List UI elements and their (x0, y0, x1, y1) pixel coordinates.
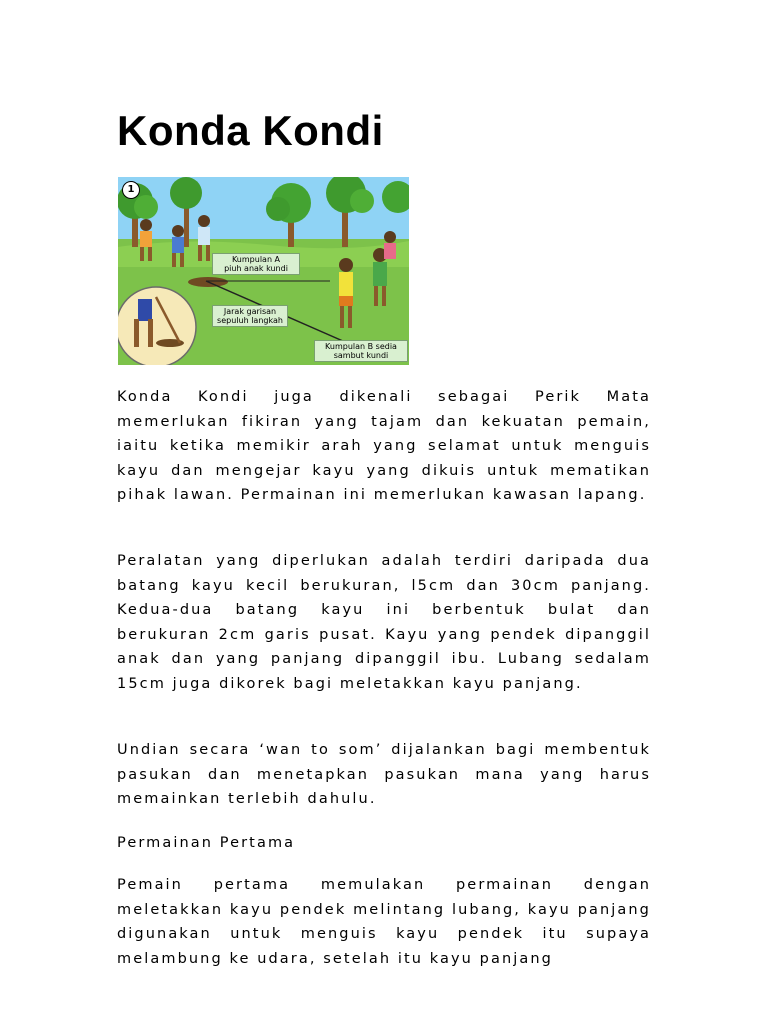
label-a-line2: piuh anak kundi (224, 264, 288, 273)
section-heading-first-game (117, 831, 651, 856)
label-distance-line2: sepuluh langkah (217, 316, 283, 325)
label-b-line2: sambut kundi (333, 351, 389, 360)
label-distance-line1: Jarak garisan (223, 307, 277, 316)
label-jarak-garisan (212, 305, 288, 327)
label-kumpulan-b (314, 340, 408, 362)
paragraph-equipment (117, 549, 651, 697)
paragraph-draw (117, 738, 651, 812)
figure-number-badge: 1 (122, 181, 140, 199)
page-title: Konda Kondi (117, 107, 384, 154)
label-kumpulan-a (212, 253, 300, 275)
paragraph-text: Konda Kondi juga dikenali sebagai Perik Mata memerlukan fikiran yang tajam dan kekuatan pemain, iaitu ketika memikir arah yang selamat untuk menguis kayu dan mengejar kayu yang dikuis untuk mematikan pihak lawan. Permainan ini memerlukan kawasan lapang. (117, 389, 651, 504)
paragraph-intro (117, 385, 651, 508)
paragraph-text: Undian secara ‘wan to som’ dijalankan bagi membentuk pasukan dan menetapkan pasukan mana yang harus memainkan terlebih dahulu. (117, 742, 651, 808)
paragraph-first-game (117, 873, 651, 971)
illustration-figure (118, 177, 409, 365)
paragraph-text: Peralatan yang diperlukan adalah terdiri daripada dua batang kayu kecil berukuran, l5cm dan 30cm panjang. Kedua-dua batang kayu ini berbentuk bulat dan berukuran 2cm garis pusat. Kayu yang pendek dipanggil anak dan yang panjang dipanggil ibu. Lubang sedalam 15cm juga dikorek bagi meletakkan kayu panjang. (117, 553, 651, 692)
label-b-line1: Kumpulan B sedia (325, 342, 397, 351)
section-heading-text: Permainan Pertama (117, 835, 296, 851)
label-a-line1: Kumpulan A (231, 255, 281, 264)
paragraph-text: Pemain pertama memulakan permainan dengan meletakkan kayu pendek melintang lubang, kayu panjang digunakan untuk menguis kayu pendek itu supaya melambung ke udara, setelah itu kayu panjang (117, 877, 651, 967)
